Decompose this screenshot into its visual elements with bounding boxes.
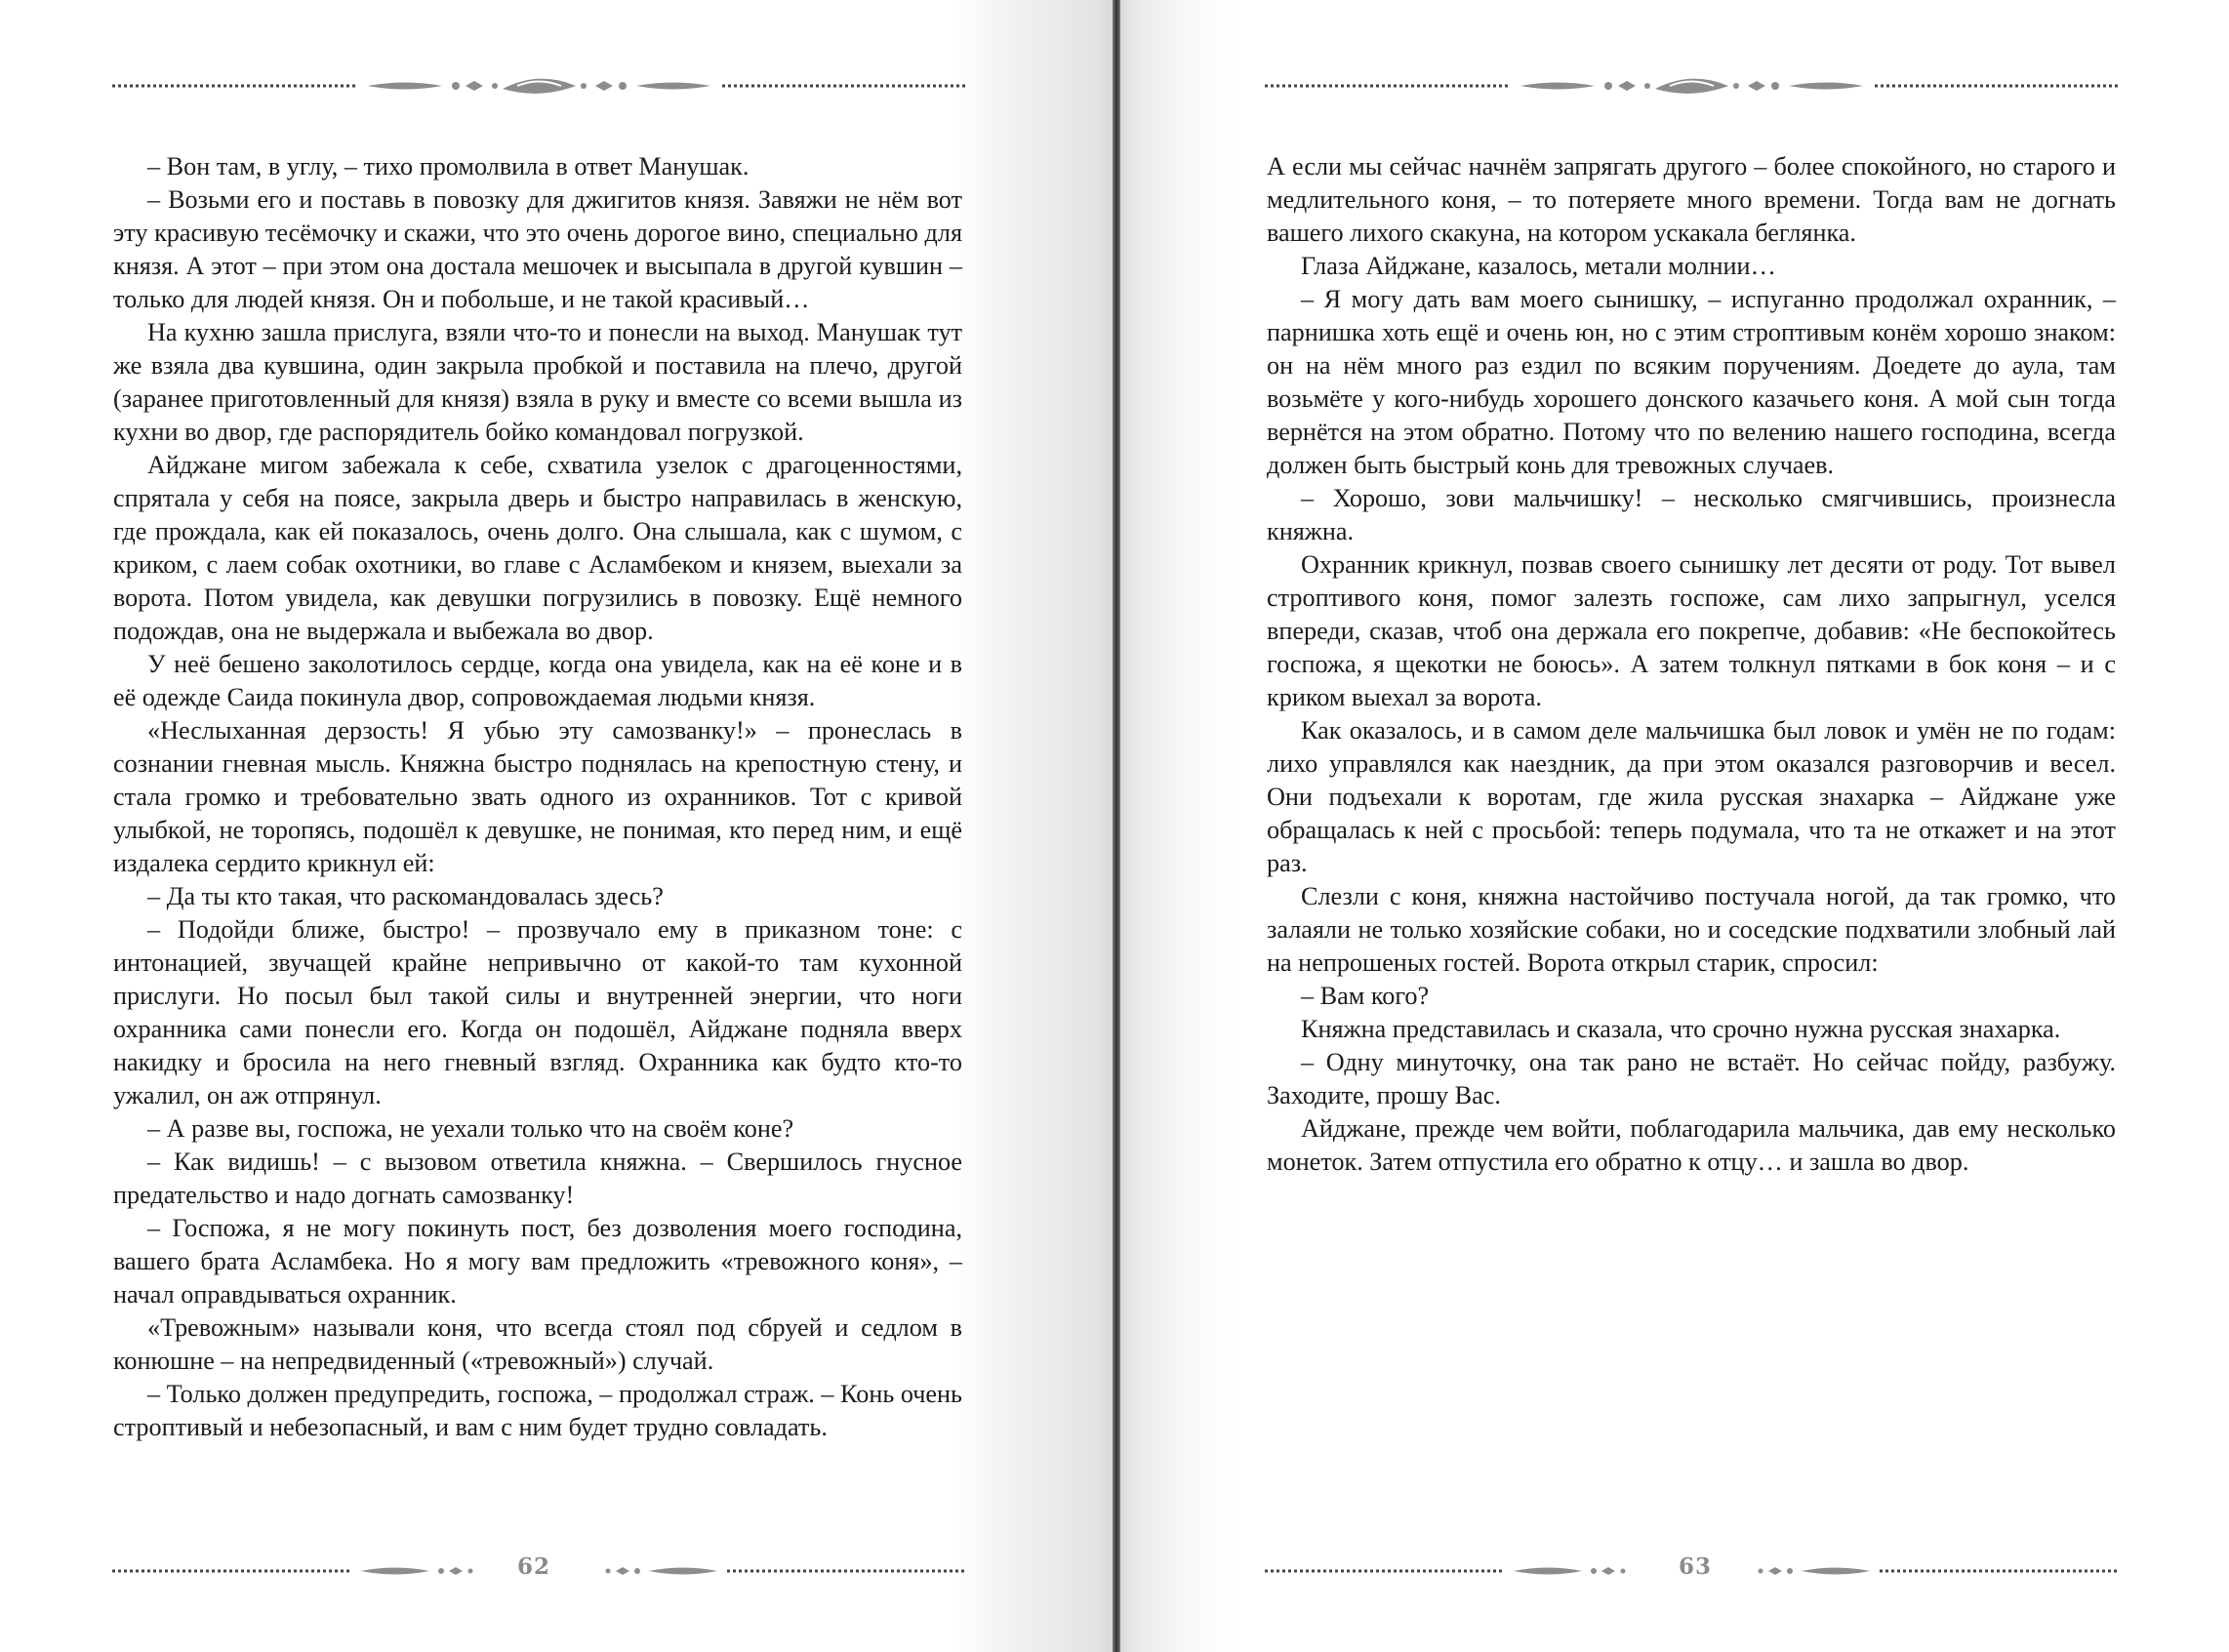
page-number: 62 (517, 1553, 551, 1580)
paragraph: Княжна представилась и сказала, что срочно нужна русская знахарка. (1301, 1015, 2061, 1043)
paragraph: На кухню зашла прислуга, взяли что-то и понесли на выход. Манушак тут же взяла два кувшина, один закрыла пробкой и поставила на плечо, другой (заранее приготовленный для князя) взяла в руку и вместе со всеми вышла из кухни во двор, где распорядитель бойко командовал погрузкой. (113, 318, 962, 446)
paragraph: – Подойди ближе, быстро! – прозвучало ему в приказном тоне: с интонацией, звучащей крайне непривычно от какой-то там кухонной прислуги. Но посыл был такой силы и внутренней энергии, что ноги охранника сами понесли его. Когда он подошёл, Айджане подняла вверх накидку и бросила на него гневный взгляд. Охранника как будто кто-то ужалил, он аж отпрянул. (113, 915, 962, 1109)
paragraph: – Одну минуточку, она так рано не встаёт. Но сейчас пойду, разбужу. Заходите, прошу Вас. (1267, 1048, 2116, 1109)
paragraph: – Да ты кто такая, что раскомандовалась здесь? (147, 882, 664, 910)
paragraph: – Только должен предупредить, госпожа, – продолжал страж. – Конь очень строптивый и небезопасный, и вам с ним будет трудно совладать. (113, 1380, 962, 1441)
paragraph: Айджане, прежде чем войти, поблагодарила мальчика, дав ему несколько монеток. Затем отпустила его обратно к отцу… и зашла во двор. (1267, 1114, 2116, 1176)
right-page (1120, 0, 2229, 1652)
right-page-text (1267, 150, 2116, 1179)
paragraph: – Хорошо, зови мальчишку! – несколько смягчившись, произнесла княжна. (1267, 484, 2116, 545)
paragraph: – Госпожа, я не могу покинуть пост, без дозволения моего господина, вашего брата Асламбека. Но я могу вам предложить «тревожного коня», – начал оправдываться охранник. (113, 1214, 962, 1309)
paragraph: – Как видишь! – с вызовом ответила княжна. – Свершилось гнусное предательство и надо догнать самозванку! (113, 1148, 962, 1209)
paragraph: У неё бешено заколотилось сердце, когда она увидела, как на её коне и в её одежде Саида покинула двор, сопровождаемая людьми князя. (113, 650, 962, 711)
paragraph: «Неслыханная дерзость! Я убью эту самозванку!» – пронеслась в сознании гневная мысль. Княжна быстро поднялась на крепостную стену, и стала громко и требовательно звать одного из охранников. Тот с кривой улыбкой, не торопясь, подошёл к девушке, не понимая, кто перед ним, и ещё издалека сердито крикнул ей: (113, 716, 962, 877)
paragraph: – А разве вы, госпожа, не уехали только что на своём коне? (147, 1114, 794, 1143)
paragraph: Как оказалось, и в самом деле мальчишка был ловок и умён не по годам: лихо управлялся как наездник, да при этом оказался разговорчив и весел. Они подъехали к воротам, где жила русская знахарка – Айджане уже обращалась к ней с просьбой: теперь подумала, что та не откажет и на этот раз. (1267, 716, 2116, 877)
page-number: 63 (1679, 1553, 1713, 1580)
header-ornament-left (112, 66, 966, 105)
paragraph: – Возьми его и поставь в повозку для джигитов князя. Завяжи не нём вот эту красивую тесёмочку и скажи, что это очень дорогое вино, специально для князя. А этот – при этом она достала мешочек и высыпала в другой кувшин – только для людей князя. Он и побольше, и не такой красивый… (113, 185, 962, 313)
paragraph: Айджане мигом забежала к себе, схватила узелок с драгоценностями, спрятала у себя на поясе, закрыла дверь и быстро направилась в женскую, где прождала, как ей показалось, очень долго. Она слышала, как с шумом, с криком, с лаем собак охотники, во главе с Асламбеком и князем, выехали за ворота. Потом увидела, как девушки погрузились в повозку. Ещё немного подождав, она не выдержала и выбежала во двор. (113, 451, 962, 645)
paragraph: – Я могу дать вам моего сынишку, – испуганно продолжал охранник, – парнишка хоть ещё и очень юн, но с этим строптивым конём хорошо знаком: он на нём много раз ездил по всяким поручениям. Доедете до аула, там возьмёте у кого-нибудь хорошего донского казачьего коня. А мой сын тогда вернётся на этом обратно. Потому что по велению нашего господина, всегда должен быть быстрый конь для тревожных случаев. (1267, 285, 2116, 479)
paragraph: – Вам кого? (1301, 982, 1430, 1010)
paragraph: А если мы сейчас начнём запрягать другого – более спокойного, но старого и медлительного коня, – то потеряете много времени. Тогда вам не догнать вашего лихого скакуна, на котором ускакала беглянка. (1267, 152, 2116, 247)
paragraph: Глаза Айджане, казалось, метали молнии… (1301, 252, 1776, 280)
paragraph: Слезли с коня, княжна настойчиво постучала ногой, да так громко, что залаяли не только хозяйские собаки, но и соседские подхватили злобный лай на непрошеных гостей. Ворота открыл старик, спросил: (1267, 882, 2116, 977)
left-page (0, 0, 1114, 1652)
left-page-text (113, 150, 962, 1444)
paragraph: Охранник крикнул, позвав своего сынишку лет десяти от роду. Тот вывел строптивого коня, помог залезть госпоже, сам лихо запрыгнул, уселся впереди, сказав, чтоб она держала его покрепче, добавив: «Не беспокойтесь госпожа, я щекотки не боюсь». А затем толкнул пятками в бок коня – и с криком выехал за ворота. (1267, 550, 2116, 711)
book-spine (1113, 0, 1120, 1652)
header-ornament-right (1265, 66, 2119, 105)
paragraph: – Вон там, в углу, – тихо промолвила в ответ Манушак. (147, 152, 750, 181)
paragraph: «Тревожным» называли коня, что всегда стоял под сбруей и седлом в конюшне – на непредвиденный («тревожный») случай. (113, 1313, 962, 1375)
